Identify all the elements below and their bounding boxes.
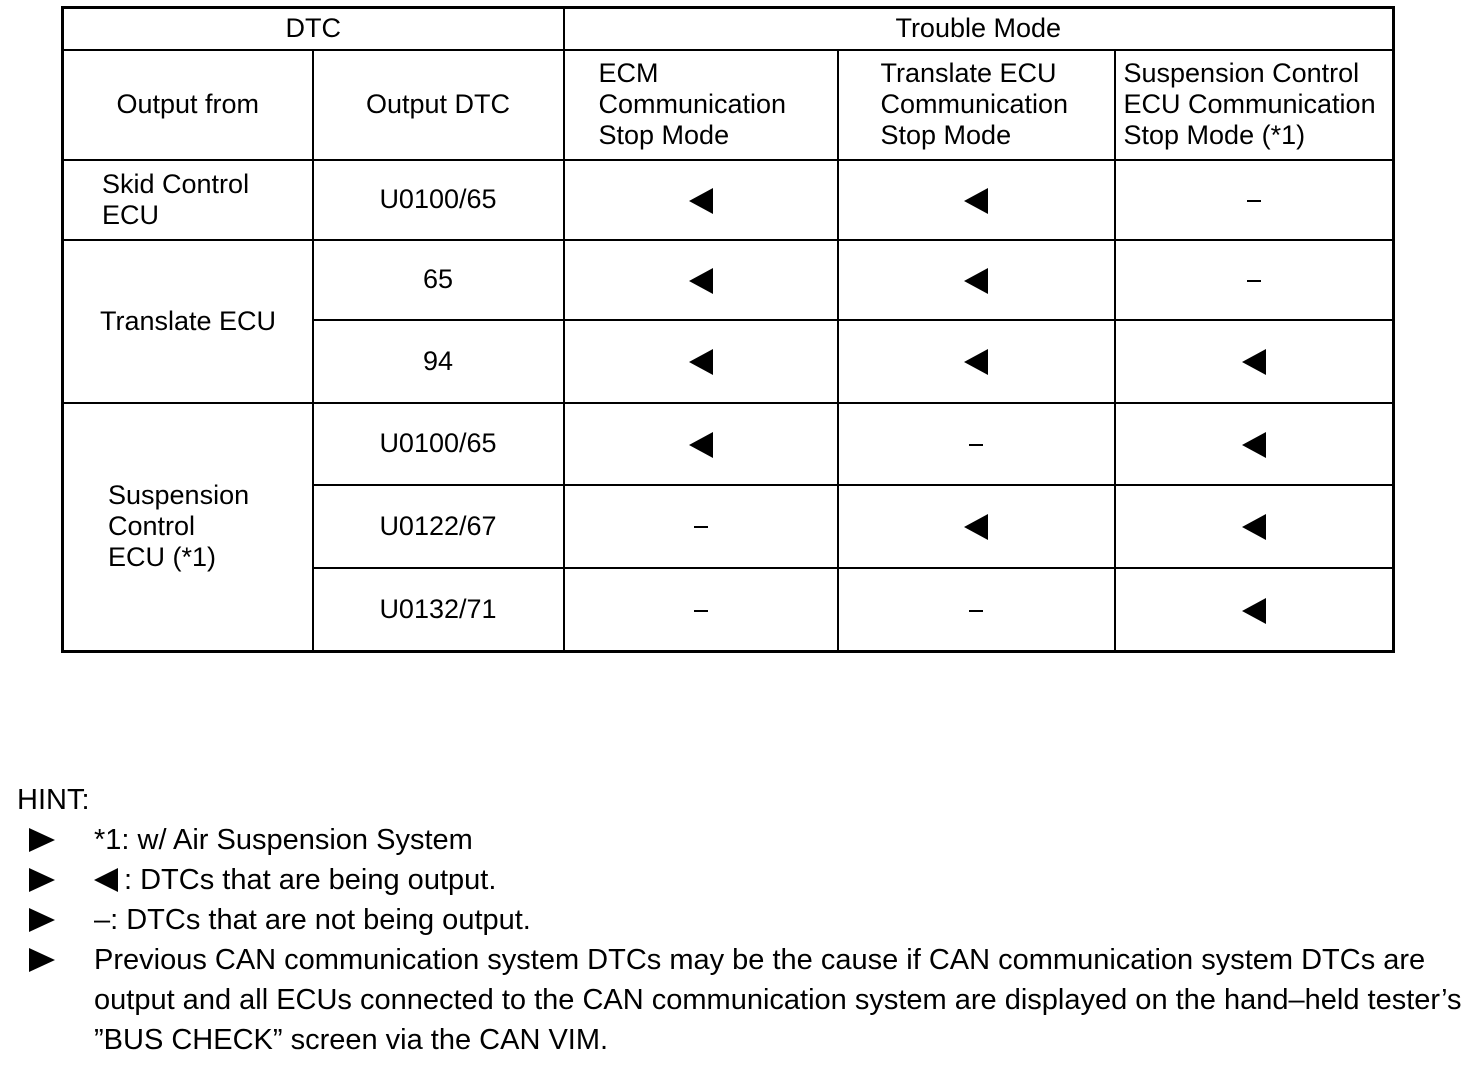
mode-mark-cell — [1115, 240, 1394, 320]
hint-item-previous-dtcs: Previous CAN communication system DTCs may be the cause if CAN communication system DTCs are output and all ECUs connected to the CAN communication system are displayed on the hand–held tester’s ”BUS CHECK” screen via the CAN VIM. — [17, 940, 1462, 1060]
not-output-dash-icon — [694, 526, 708, 528]
mode-mark-cell — [838, 320, 1115, 403]
mode-mark-cell — [564, 240, 838, 320]
mode-mark-cell — [1115, 403, 1394, 485]
bullet-arrow-icon — [29, 908, 55, 932]
table-row — [63, 240, 1394, 320]
not-output-dash-icon — [969, 610, 983, 612]
mode-mark-cell — [564, 485, 838, 568]
output-triangle-icon — [94, 868, 124, 892]
output-dtc-cell: U0100/65 — [313, 403, 564, 485]
output-triangle-icon — [1242, 349, 1266, 375]
mode-mark-cell — [838, 403, 1115, 485]
output-triangle-icon — [689, 349, 713, 375]
table-header-row-sub — [63, 50, 1394, 160]
mode-mark-cell — [838, 160, 1115, 240]
mode-mark-cell — [1115, 485, 1394, 568]
output-triangle-icon — [964, 188, 988, 214]
mode-mark-cell — [564, 320, 838, 403]
mode-mark-cell — [564, 160, 838, 240]
dtc-trouble-mode-table — [61, 6, 1395, 653]
output-from-cell: Suspension Control ECU (*1) — [63, 403, 313, 652]
output-triangle-icon — [1242, 432, 1266, 458]
output-from-header: Output from — [63, 50, 313, 160]
translate-ecu-stop-mode-header: Translate ECU Communication Stop Mode — [838, 50, 1115, 160]
output-triangle-icon — [689, 188, 713, 214]
output-dtc-header: Output DTC — [313, 50, 564, 160]
bullet-arrow-icon — [29, 828, 55, 852]
hint-item-not-output-legend: –: DTCs that are not being output. — [17, 900, 1462, 940]
bullet-arrow-icon — [29, 868, 55, 892]
bullet-arrow-icon — [29, 948, 55, 972]
output-dtc-cell: U0122/67 — [313, 485, 564, 568]
mode-mark-cell — [1115, 320, 1394, 403]
hint-title: HINT: — [17, 784, 90, 816]
dtc-header: DTC — [63, 8, 564, 50]
mode-mark-cell — [564, 403, 838, 485]
hint-item-note1: *1: w/ Air Suspension System — [17, 820, 1462, 860]
output-triangle-icon — [964, 349, 988, 375]
output-dtc-cell: U0132/71 — [313, 568, 564, 652]
not-output-dash-icon — [1247, 280, 1261, 282]
output-triangle-icon — [689, 268, 713, 294]
mode-mark-cell — [838, 240, 1115, 320]
table-header-row-top — [63, 8, 1394, 50]
mode-mark-cell — [838, 485, 1115, 568]
output-triangle-icon — [1242, 514, 1266, 540]
mode-mark-cell — [1115, 568, 1394, 652]
output-triangle-icon — [964, 514, 988, 540]
output-triangle-icon — [964, 268, 988, 294]
mode-mark-cell — [1115, 160, 1394, 240]
mode-mark-cell — [838, 568, 1115, 652]
not-output-dash-icon — [694, 610, 708, 612]
output-dtc-cell: 94 — [313, 320, 564, 403]
mode-mark-cell — [564, 568, 838, 652]
output-from-cell: Translate ECU — [63, 240, 313, 403]
table-row — [63, 160, 1394, 240]
ecm-stop-mode-header: ECM Communication Stop Mode — [564, 50, 838, 160]
not-output-dash-icon — [1247, 200, 1261, 202]
output-dtc-cell: U0100/65 — [313, 160, 564, 240]
output-from-cell: Skid Control ECU — [63, 160, 313, 240]
hint-section — [17, 780, 1462, 1060]
hint-item-output-legend: : DTCs that are being output. — [17, 860, 1462, 900]
output-triangle-icon — [1242, 598, 1266, 624]
suspension-ecu-stop-mode-header: Suspension Control ECU Communication Stop Mode (*1) — [1115, 50, 1394, 160]
output-dtc-cell: 65 — [313, 240, 564, 320]
not-output-dash-icon — [969, 444, 983, 446]
table-row — [63, 403, 1394, 485]
output-triangle-icon — [689, 432, 713, 458]
trouble-mode-header: Trouble Mode — [564, 8, 1394, 50]
